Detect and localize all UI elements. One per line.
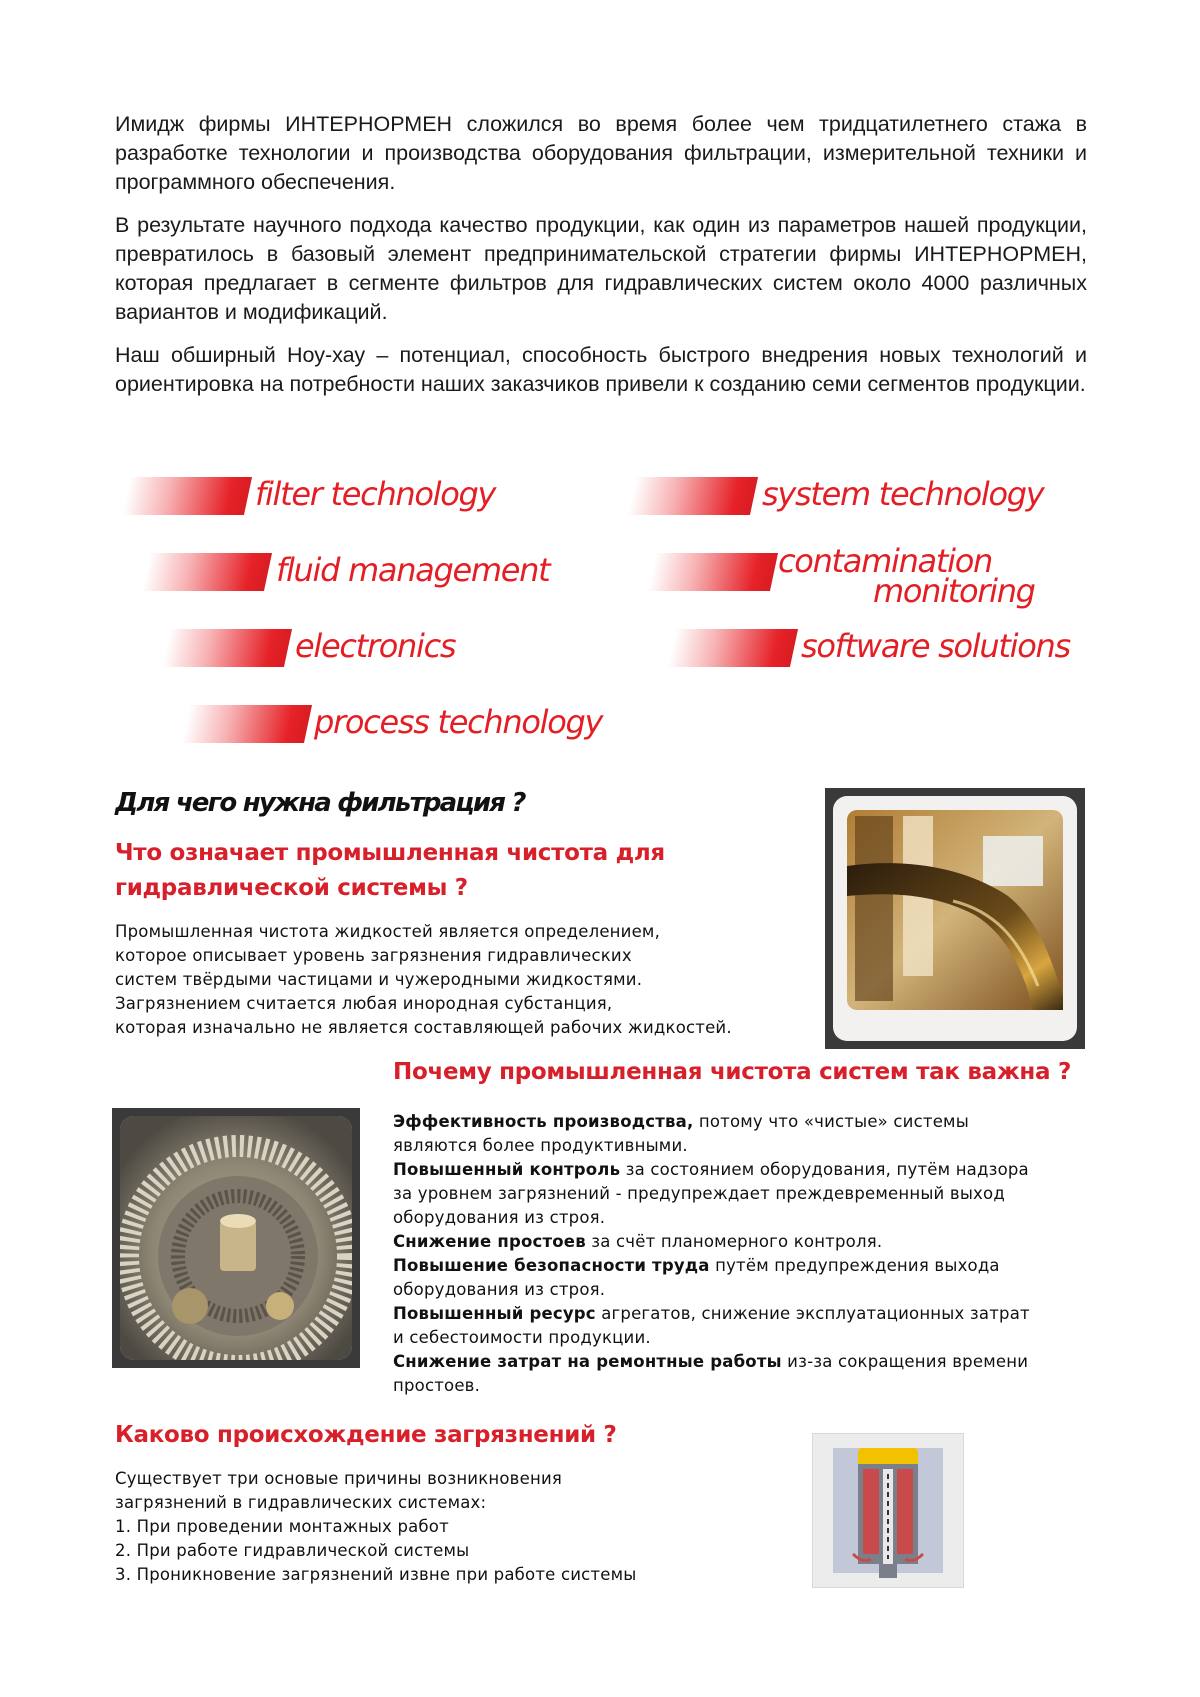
q2-item bbox=[393, 1230, 1093, 1254]
segment-bar-electronics bbox=[162, 629, 292, 667]
q2-item bbox=[393, 1254, 1093, 1302]
segment-bar-software bbox=[668, 629, 798, 667]
q2-item-text: потому что «чистые» системы bbox=[693, 1112, 969, 1131]
q1-line: которое описывает уровень загрязнения гидравлических bbox=[115, 946, 632, 965]
q1-title-line2: гидравлической системы ? bbox=[115, 875, 468, 901]
q2-item-cont: за уровнем загрязнений - предупреждает преждевременный выход bbox=[393, 1184, 1005, 1203]
segment-electronics: electronics bbox=[295, 627, 456, 665]
q3-line: загрязнений в гидравлических системах: bbox=[115, 1493, 487, 1512]
q3-line: 3. Проникновение загрязнений извне при работе системы bbox=[115, 1565, 637, 1584]
q2-item bbox=[393, 1350, 1093, 1398]
q2-item-bold: Повышенный ресурс bbox=[393, 1304, 596, 1323]
q2-title: Почему промышленная чистота систем так важна ? bbox=[393, 1059, 1071, 1085]
gear-machinery-photo bbox=[112, 1108, 360, 1368]
q2-item-text: из-за сокращения времени bbox=[781, 1352, 1029, 1371]
q2-item-bold: Повышенный контроль bbox=[393, 1160, 621, 1179]
q1-block bbox=[115, 836, 755, 1040]
intro-text bbox=[115, 110, 1087, 399]
q2-item bbox=[393, 1158, 1093, 1230]
q2-item-text: за состоянием оборудования, путём надзора bbox=[620, 1160, 1029, 1179]
segment-filter-technology: filter technology bbox=[255, 475, 496, 513]
q1-title-line1: Что означает промышленная чистота для bbox=[115, 840, 665, 866]
segment-process-technology: process technology bbox=[314, 703, 603, 741]
q1-line: Загрязнением считается любая инородная субстанция, bbox=[115, 994, 613, 1013]
segment-bar-filter bbox=[122, 477, 252, 515]
segment-contamination: contamination bbox=[778, 542, 992, 580]
segment-software-solutions: software solutions bbox=[801, 627, 1070, 665]
q2-item bbox=[393, 1110, 1093, 1158]
q2-item-text: путём предупреждения выхода bbox=[709, 1256, 1000, 1275]
intro-paragraph-3: Наш обширный Ноу-хау – потенциал, способность быстрого внедрения новых технологий и ориентировка на потребности наших заказчиков привели к созданию семи сегментов продукции. bbox=[115, 343, 1087, 396]
section-title: Для чего нужна фильтрация ? bbox=[115, 788, 525, 818]
q2-list bbox=[393, 1110, 1093, 1398]
q2-item-bold: Снижение простоев bbox=[393, 1232, 586, 1251]
segment-bar-system bbox=[628, 477, 758, 515]
q3-block bbox=[115, 1418, 755, 1587]
q2-item bbox=[393, 1302, 1093, 1350]
segment-monitoring: monitoring bbox=[873, 572, 1035, 610]
segment-system-technology: system technology bbox=[762, 475, 1044, 513]
q2-item-cont: являются более продуктивными. bbox=[393, 1136, 688, 1155]
q2-item-text: агрегатов, снижение эксплуатационных затрат bbox=[595, 1304, 1030, 1323]
q3-line: 2. При работе гидравлической системы bbox=[115, 1541, 470, 1560]
q3-title: Каково происхождение загрязнений ? bbox=[115, 1422, 617, 1448]
filter-diagram-image bbox=[813, 1434, 963, 1587]
gear-image bbox=[120, 1116, 352, 1360]
intro-paragraph-2: В результате научного подхода качество продукции, как один из параметров нашей продукции, превратилось в базовый элемент предпринимательской стратегии фирмы ИНТЕРНОРМЕН, которая предлагает в сегменте фильтров для гидравлических систем около 4000 различных вариантов и модификаций. bbox=[115, 213, 1087, 324]
segment-bar-fluid bbox=[142, 553, 272, 591]
q3-line: 1. При проведении монтажных работ bbox=[115, 1517, 449, 1536]
q1-line: систем твёрдыми частицами и чужеродными жидкостями. bbox=[115, 970, 643, 989]
q1-line: которая изначально не является составляющей рабочих жидкостей. bbox=[115, 1018, 732, 1037]
oil-pour-image bbox=[833, 796, 1077, 1041]
oil-pour-photo bbox=[825, 788, 1085, 1049]
segment-fluid-management: fluid management bbox=[276, 551, 550, 589]
q2-item-bold: Снижение затрат на ремонтные работы bbox=[393, 1352, 782, 1371]
q1-line: Промышленная чистота жидкостей является определением, bbox=[115, 922, 661, 941]
q2-item-cont: оборудования из строя. bbox=[393, 1208, 606, 1227]
q2-item-cont: оборудования из строя. bbox=[393, 1280, 606, 1299]
intro-paragraph-1: Имидж фирмы ИНТЕРНОРМЕН сложился во время более чем тридцатилетнего стажа в разработке технологии и производства оборудования фильтрации, измерительной техники и программного обеспечения. bbox=[115, 112, 1087, 194]
q2-item-bold: Повышение безопасности труда bbox=[393, 1256, 710, 1275]
segment-bar-contamination bbox=[648, 553, 778, 591]
q2-item-text: за счёт планомерного контроля. bbox=[585, 1232, 883, 1251]
filter-diagram bbox=[812, 1433, 964, 1588]
q2-item-cont: и себестоимости продукции. bbox=[393, 1328, 651, 1347]
q2-item-cont: простоев. bbox=[393, 1376, 481, 1395]
q3-line: Существует три основые причины возникновения bbox=[115, 1469, 562, 1488]
segment-bar-process bbox=[182, 705, 312, 743]
q2-item-bold: Эффективность производства, bbox=[393, 1112, 694, 1131]
